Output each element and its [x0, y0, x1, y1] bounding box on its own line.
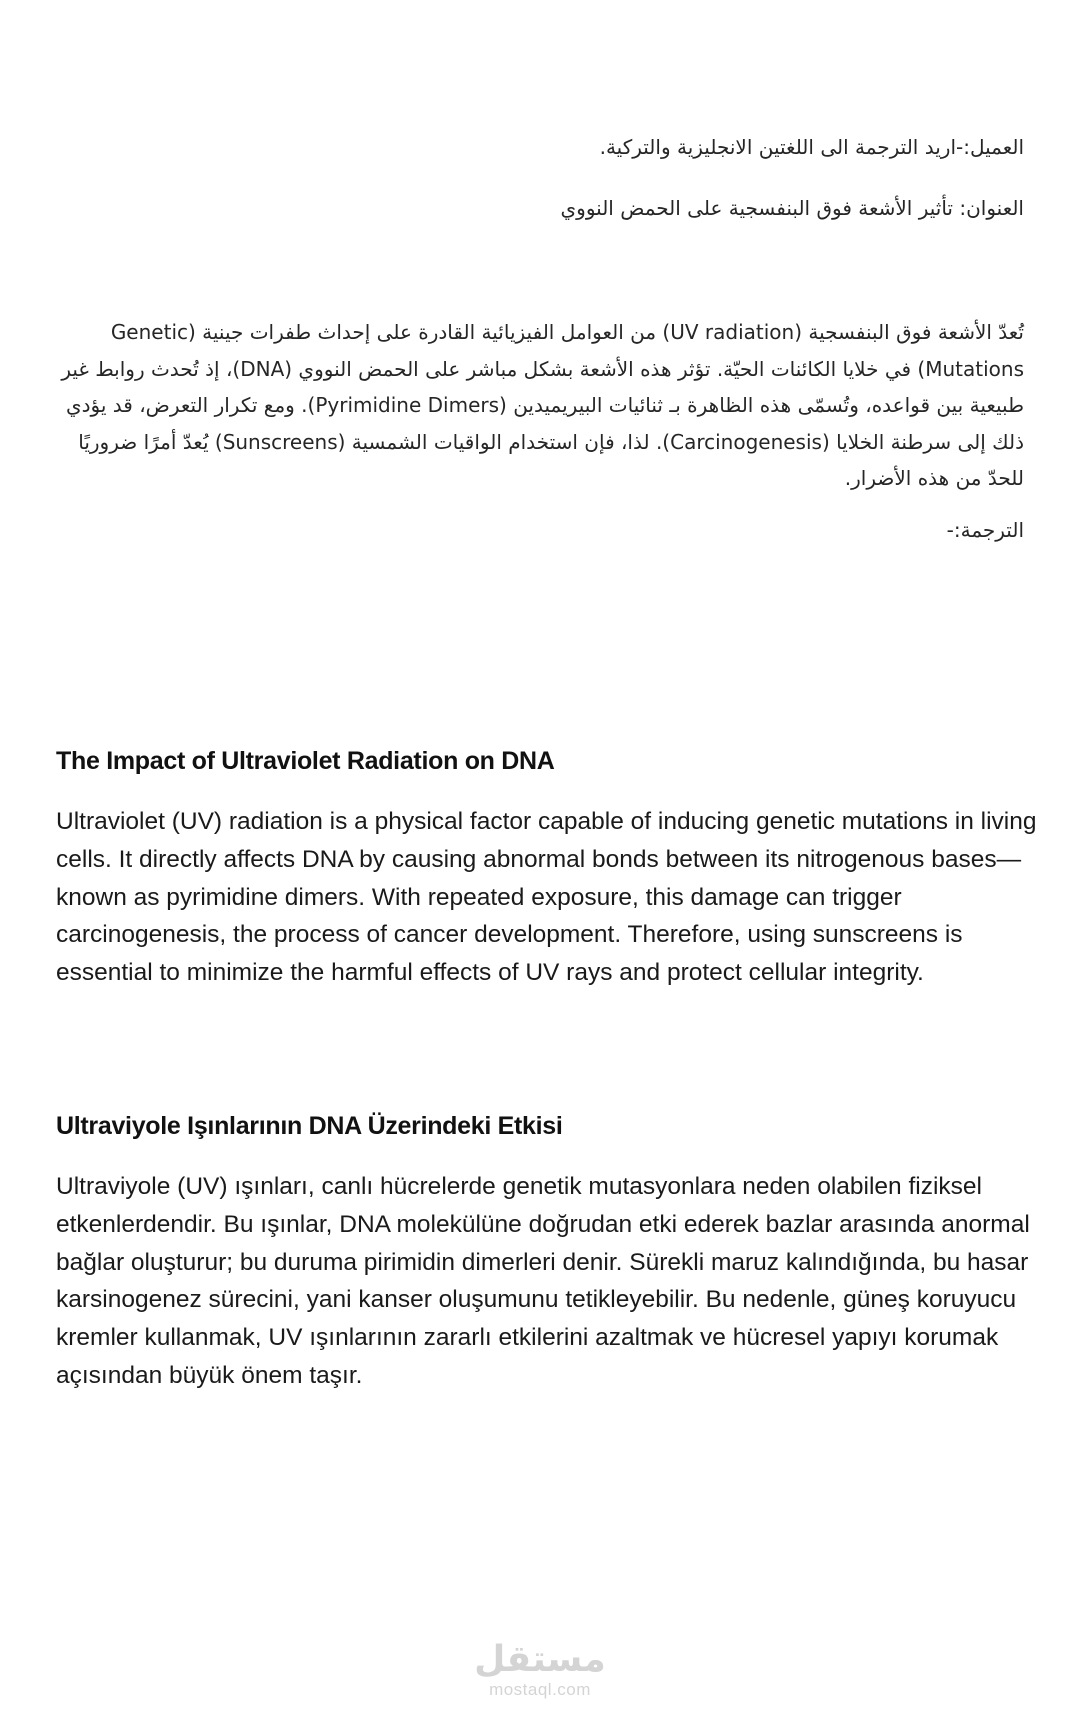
turkish-paragraph: Ultraviyole (UV) ışınları, canlı hücrelerde genetik mutasyonlara neden olabilen fiziksel etkenlerdendir. Bu ışınlar, DNA molekülüne doğrudan etki ederek bazlar arasında anormal bağlar oluşturur; bu duruma pirimidin dimerleri denir. Sürekli maruz kalındığında, bu hasar karsinogenez sürecini, yani kanser oluşumunu tetikleyebilir. Bu nedenle, güneş koruyucu kremler kullanmak, UV ışınlarının zararlı etkilerini azaltmak ve hücresel yapıyı korumak açısından büyük önem taşır.	[56, 1173, 1030, 1389]
watermark-url: mostaql.com	[489, 1680, 591, 1699]
client-request-line: العميل:-اريد الترجمة الى اللغتين الانجليزية والتركية.	[599, 135, 1024, 159]
translation-label: الترجمة:-	[946, 518, 1024, 542]
mostaql-watermark	[470, 1640, 610, 1700]
english-heading: The Impact of Ultraviolet Radiation on DNA	[56, 747, 555, 775]
arabic-title-line: العنوان: تأثير الأشعة فوق البنفسجية على الحمض النووي	[560, 196, 1024, 220]
turkish-heading: Ultraviyole Işınlarının DNA Üzerindeki Etkisi	[56, 1112, 563, 1140]
arabic-source-paragraph: تُعدّ الأشعة فوق البنفسجية (UV radiation) من العوامل الفيزيائية القادرة على إحداث طفرات جينية (Genetic Mutations) في خلايا الكائنات الحيّة. تؤثر هذه الأشعة بشكل مباشر على الحمض النووي (DNA)، إذ تُحدث روابط غير طبيعية بين قواعده، وتُسمّى هذه الظاهرة بـ ثنائيات البيريميدين (Pyrimidine Dimers). ومع تكرار التعرض، قد يؤدي ذلك إلى سرطنة الخلايا (Carcinogenesis). لذا، فإن استخدام الواقيات الشمسية (Sunscreens) يُعدّ أمرًا ضروريًا للحدّ من هذه الأضرار.	[61, 320, 1024, 490]
english-paragraph: Ultraviolet (UV) radiation is a physical factor capable of inducing genetic mutations in living cells. It directly affects DNA by causing abnormal bonds between its nitrogenous bases—known as pyrimidine dimers. With repeated exposure, this damage can trigger carcinogenesis, the process of cancer development. Therefore, using sunscreens is essential to minimize the harmful effects of UV rays and protect cellular integrity.	[56, 808, 1037, 987]
watermark-logo: مستقل	[474, 1639, 606, 1680]
